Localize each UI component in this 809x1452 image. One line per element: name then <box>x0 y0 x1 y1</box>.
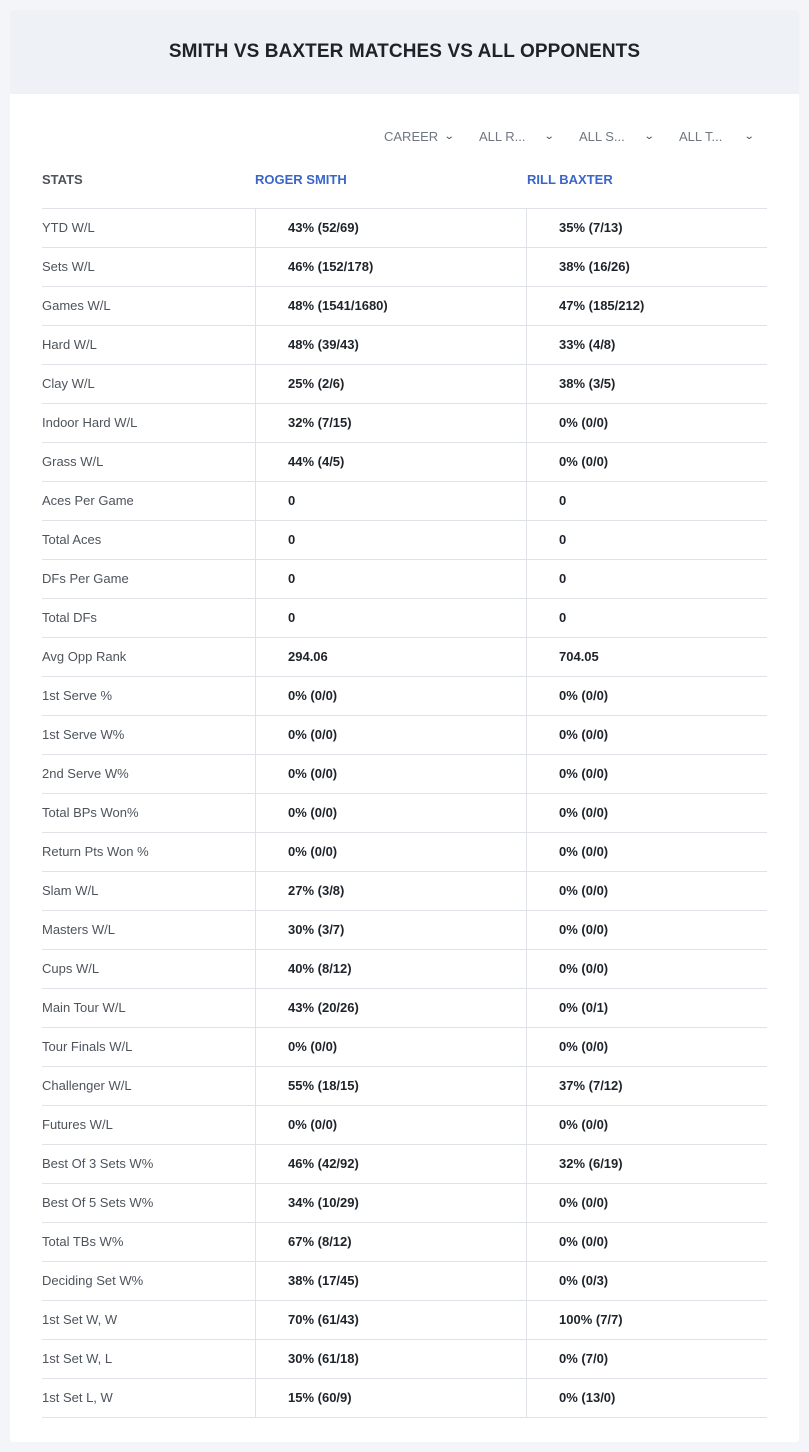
table-row <box>42 560 767 599</box>
player2-stat-value: 33% (4/8) <box>526 326 767 364</box>
player2-stat-value: 0% (0/0) <box>526 794 767 832</box>
table-header <box>42 170 767 208</box>
player2-stat-value: 0 <box>526 560 767 598</box>
player1-stat-value: 67% (8/12) <box>255 1223 527 1261</box>
filter-period-dropdown[interactable] <box>384 125 479 147</box>
filter-surface-dropdown[interactable] <box>579 125 679 147</box>
stat-label: Deciding Set W% <box>42 1273 144 1288</box>
player1-stat-value: 46% (42/92) <box>255 1145 527 1183</box>
player1-stat-value: 0% (0/0) <box>255 755 527 793</box>
player2-stat-value: 0% (0/0) <box>526 950 767 988</box>
table-row <box>42 326 767 365</box>
filter-label: ALL S... <box>579 128 625 144</box>
player1-stat-value: 44% (4/5) <box>255 443 527 481</box>
player2-stat-value: 37% (7/12) <box>526 1067 767 1105</box>
player2-stat-value: 0% (0/0) <box>526 755 767 793</box>
player1-stat-value: 27% (3/8) <box>255 872 527 910</box>
table-row <box>42 833 767 872</box>
table-row <box>42 599 767 638</box>
player1-stat-value: 43% (20/26) <box>255 989 527 1027</box>
filter-label: ALL T... <box>679 128 723 144</box>
stat-label: Sets W/L <box>42 259 95 274</box>
stat-label: Challenger W/L <box>42 1078 132 1093</box>
stat-label: Hard W/L <box>42 337 97 352</box>
table-row <box>42 1067 767 1106</box>
table-row <box>42 365 767 404</box>
column-header-stats: STATS <box>42 172 83 187</box>
player2-stat-value: 0% (0/0) <box>526 1028 767 1066</box>
table-row <box>42 872 767 911</box>
player1-stat-value: 48% (1541/1680) <box>255 287 527 325</box>
table-row <box>42 1184 767 1223</box>
player2-stat-value: 38% (3/5) <box>526 365 767 403</box>
card-header <box>10 10 799 94</box>
player2-name-link[interactable]: RILL BAXTER <box>527 172 613 187</box>
stat-label: Futures W/L <box>42 1117 113 1132</box>
player2-stat-value: 0% (0/0) <box>526 443 767 481</box>
table-row <box>42 1340 767 1379</box>
player2-stat-value: 38% (16/26) <box>526 248 767 286</box>
player1-stat-value: 0 <box>255 521 527 559</box>
stat-label: 1st Set W, L <box>42 1351 113 1366</box>
player1-stat-value: 0 <box>255 482 527 520</box>
table-row <box>42 1106 767 1145</box>
player2-stat-value: 0% (0/0) <box>526 404 767 442</box>
player1-stat-value: 55% (18/15) <box>255 1067 527 1105</box>
stat-label: Tour Finals W/L <box>42 1039 133 1054</box>
chevron-down-icon: ⌄ <box>443 130 455 142</box>
player1-stat-value: 0% (0/0) <box>255 716 527 754</box>
player1-stat-value: 294.06 <box>255 638 527 676</box>
player1-stat-value: 0% (0/0) <box>255 1028 527 1066</box>
stat-label: 1st Set L, W <box>42 1390 113 1405</box>
table-row <box>42 482 767 521</box>
player2-stat-value: 0% (7/0) <box>526 1340 767 1378</box>
table-row <box>42 989 767 1028</box>
table-row <box>42 287 767 326</box>
player1-name-link[interactable]: ROGER SMITH <box>255 172 347 187</box>
player1-stat-value: 0% (0/0) <box>255 833 527 871</box>
table-row <box>42 1028 767 1067</box>
player2-stat-value: 0% (0/0) <box>526 833 767 871</box>
page-title: SMITH VS BAXTER MATCHES VS ALL OPPONENTS <box>168 41 641 62</box>
stat-label: Slam W/L <box>42 883 99 898</box>
player1-stat-value: 25% (2/6) <box>255 365 527 403</box>
player1-stat-value: 15% (60/9) <box>255 1379 527 1417</box>
stat-label: Total Aces <box>42 532 102 547</box>
player2-stat-value: 0% (0/3) <box>526 1262 767 1300</box>
stat-label: Cups W/L <box>42 961 100 976</box>
table-row <box>42 1379 767 1418</box>
filter-label: CAREER <box>384 128 439 144</box>
player2-stat-value: 0% (0/0) <box>526 1184 767 1222</box>
table-row <box>42 404 767 443</box>
stat-label: Total BPs Won% <box>42 805 139 820</box>
table-row <box>42 794 767 833</box>
player2-stat-value: 0% (0/0) <box>526 911 767 949</box>
stat-label: Main Tour W/L <box>42 1000 126 1015</box>
table-row <box>42 755 767 794</box>
stat-label: 1st Serve W% <box>42 727 125 742</box>
stat-label: Aces Per Game <box>42 493 134 508</box>
table-row <box>42 1262 767 1301</box>
player1-stat-value: 0% (0/0) <box>255 794 527 832</box>
player2-stat-value: 32% (6/19) <box>526 1145 767 1183</box>
player2-stat-value: 0% (0/0) <box>526 1106 767 1144</box>
stat-label: Indoor Hard W/L <box>42 415 138 430</box>
table-row <box>42 521 767 560</box>
player2-stat-value: 35% (7/13) <box>526 209 767 247</box>
player2-stat-value: 0 <box>526 482 767 520</box>
player2-stat-value: 47% (185/212) <box>526 287 767 325</box>
player2-stat-value: 100% (7/7) <box>526 1301 767 1339</box>
stat-label: Masters W/L <box>42 922 115 937</box>
stat-label: Best Of 5 Sets W% <box>42 1195 154 1210</box>
player1-stat-value: 0% (0/0) <box>255 677 527 715</box>
table-row <box>42 950 767 989</box>
table-row <box>42 1301 767 1340</box>
player1-stat-value: 46% (152/178) <box>255 248 527 286</box>
chevron-down-icon: ⌄ <box>543 130 555 142</box>
table-row <box>42 677 767 716</box>
stat-label: Total DFs <box>42 610 97 625</box>
stat-label: 2nd Serve W% <box>42 766 129 781</box>
stat-label: Best Of 3 Sets W% <box>42 1156 154 1171</box>
player1-stat-value: 0% (0/0) <box>255 1106 527 1144</box>
player2-stat-value: 0% (0/0) <box>526 677 767 715</box>
player1-stat-value: 30% (3/7) <box>255 911 527 949</box>
filter-bar <box>384 125 779 147</box>
player1-stat-value: 43% (52/69) <box>255 209 527 247</box>
stat-label: 1st Serve % <box>42 688 113 703</box>
player1-stat-value: 48% (39/43) <box>255 326 527 364</box>
stat-label: Games W/L <box>42 298 111 313</box>
stat-label: 1st Set W, W <box>42 1312 118 1327</box>
player2-stat-value: 0 <box>526 521 767 559</box>
table-row <box>42 209 767 248</box>
player2-stat-value: 0% (0/0) <box>526 1223 767 1261</box>
player2-stat-value: 0% (13/0) <box>526 1379 767 1417</box>
player1-stat-value: 32% (7/15) <box>255 404 527 442</box>
filter-round-dropdown[interactable] <box>479 125 579 147</box>
chevron-down-icon: ⌄ <box>643 130 655 142</box>
player1-stat-value: 30% (61/18) <box>255 1340 527 1378</box>
player1-stat-value: 70% (61/43) <box>255 1301 527 1339</box>
player2-stat-value: 704.05 <box>526 638 767 676</box>
table-row <box>42 248 767 287</box>
stat-label: YTD W/L <box>42 220 95 235</box>
table-row <box>42 443 767 482</box>
player1-stat-value: 38% (17/45) <box>255 1262 527 1300</box>
table-row <box>42 638 767 677</box>
player2-stat-value: 0% (0/0) <box>526 872 767 910</box>
stat-label: Total TBs W% <box>42 1234 124 1249</box>
player2-stat-value: 0 <box>526 599 767 637</box>
filter-label: ALL R... <box>479 128 526 144</box>
table-row <box>42 911 767 950</box>
stats-table <box>42 208 767 1418</box>
stat-label: DFs Per Game <box>42 571 129 586</box>
stat-label: Return Pts Won % <box>42 844 149 859</box>
table-row <box>42 1223 767 1262</box>
table-row <box>42 1145 767 1184</box>
player1-stat-value: 40% (8/12) <box>255 950 527 988</box>
stat-label: Clay W/L <box>42 376 95 391</box>
player1-stat-value: 0 <box>255 599 527 637</box>
stat-label: Grass W/L <box>42 454 104 469</box>
chevron-down-icon: ⌄ <box>743 130 755 142</box>
player2-stat-value: 0% (0/0) <box>526 716 767 754</box>
stat-label: Avg Opp Rank <box>42 649 127 664</box>
table-row <box>42 716 767 755</box>
player1-stat-value: 0 <box>255 560 527 598</box>
stats-card <box>10 10 799 1442</box>
player2-stat-value: 0% (0/1) <box>526 989 767 1027</box>
filter-tournament-dropdown[interactable] <box>679 125 779 147</box>
player1-stat-value: 34% (10/29) <box>255 1184 527 1222</box>
